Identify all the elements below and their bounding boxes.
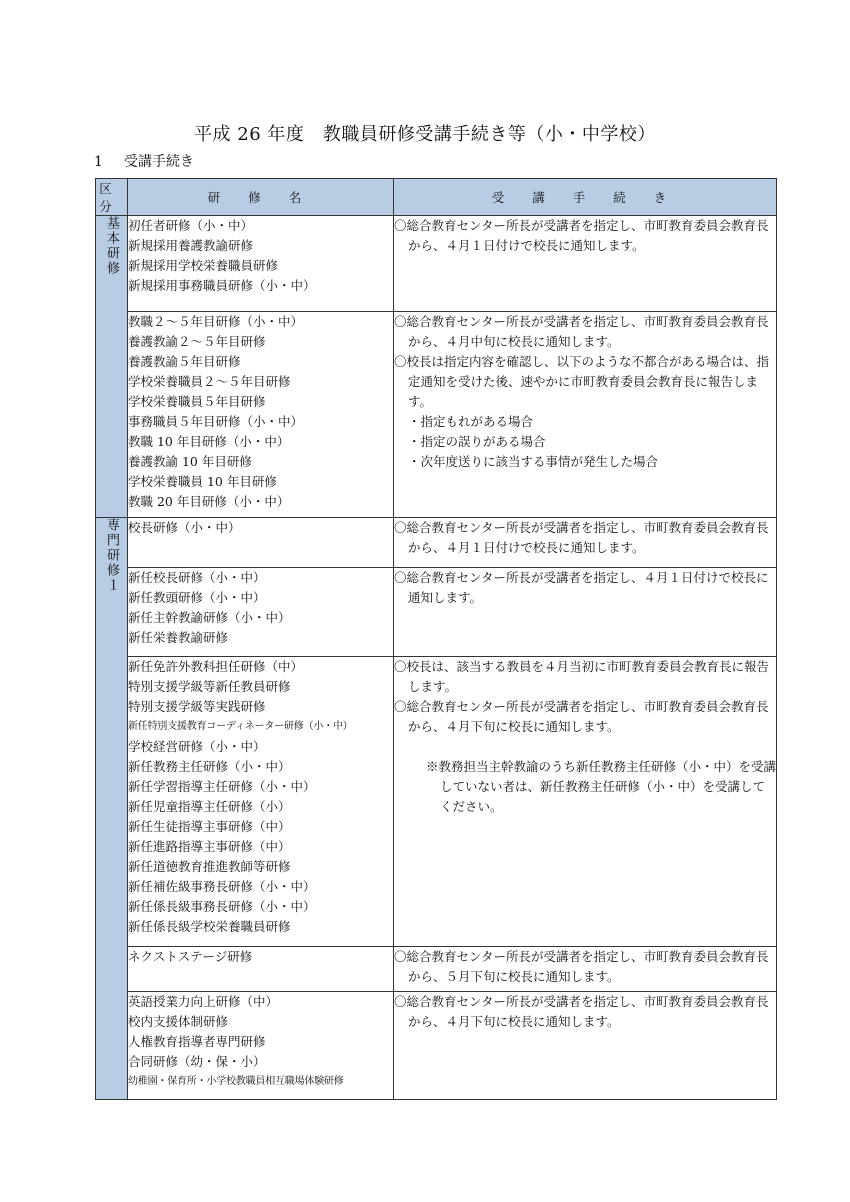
table-row [96,216,777,312]
header-procedure: 受 講 手 続 き [394,179,777,216]
procedure-item: 〇総合教育センター所長が受講者を指定し、市町教育委員会教育長から、４月中旬に校長に通知します。 [394,314,769,349]
course-name: 養護教諭２～５年目研修 [128,334,266,349]
course-name: 新任進路指導主事研修（中） [128,839,291,854]
header-kubun: 区分 [96,179,128,216]
procedure-bullet: ・指定もれがある場合 [408,414,534,429]
procedure-text [394,518,777,568]
course-name: 新任係長級事務長研修（小・中） [128,899,316,914]
course-name: 事務職員５年目研修（小・中） [128,414,304,429]
procedure-item: 〇校長は、該当する教員を４月当初に市町教育委員会教育長に報告します。 [394,659,770,694]
course-name: 養護教諭５年目研修 [128,354,241,369]
procedure-bullet: ・次年度送りに該当する事情が発生した場合 [408,454,659,469]
course-names [128,568,394,657]
course-name: 新任生徒指導主事研修（中） [128,819,291,834]
course-name: 学校栄養職員 10 年目研修 [128,474,277,489]
table-row [96,992,777,1100]
course-name: 新規採用学校栄養職員研修 [128,258,279,273]
course-name: 教職 10 年目研修（小・中） [128,434,290,449]
course-name: 新任免許外教科担任研修（中） [128,659,304,674]
course-name: 幼稚園・保育所・小学校教職員相互職場体験研修 [128,1076,344,1087]
procedure-text [394,216,777,312]
category-basic [96,216,128,518]
course-name: 養護教諭 10 年目研修 [128,454,252,469]
section-label: 受講手続き [124,154,194,170]
table-row [96,312,777,518]
course-name: ネクストステージ研修 [128,949,253,964]
course-name: 学校経営研修（小・中） [128,739,266,754]
course-name: 学校栄養職員２～５年目研修 [128,374,291,389]
procedure-note: ※教務担当主幹教諭のうち新任教務主任研修（小・中）を受講していない者は、新任教務主任研修（小・中）を受講してください。 [426,759,777,814]
course-name: 人権教育指導者専門研修 [128,1034,266,1049]
course-names [128,518,394,568]
procedure-text [394,947,777,992]
course-name: 合同研修（幼・保・小） [128,1054,266,1069]
course-name: 校内支援体制研修 [128,1014,229,1029]
course-name: 教職 20 年目研修（小・中） [128,494,290,509]
course-name: 新規採用事務職員研修（小・中） [128,278,316,293]
procedure-text [394,568,777,657]
procedure-item: 〇総合教育センター所長が受講者を指定し、市町教育委員会教育長から、５月下旬に校長に通知します。 [394,949,769,984]
procedure-item: 〇総合教育センター所長が受講者を指定し、市町教育委員会教育長から、４月下旬に校長に通知します。 [394,699,769,734]
course-name: 新任教頭研修（小・中） [128,590,266,605]
section-number: 1 [94,154,103,170]
category-label: 専門研修１ [104,518,119,593]
procedure-text [394,312,777,518]
page-title: 平成 26 年度 教職員研修受講手続き等（小・中学校） [194,124,656,145]
category-special [96,518,128,1100]
course-names [128,657,394,947]
course-name: 新任係長級学校栄養職員研修 [128,919,291,934]
course-names [128,947,394,992]
table-row [96,657,777,947]
training-procedure-table [95,178,777,1100]
section-heading [94,151,194,171]
course-name: 新任特別支援教育コーディネーター研修（小・中） [128,721,353,732]
procedure-item: 〇総合教育センター所長が受講者を指定し、市町教育委員会教育長から、４月下旬に校長に通知します。 [394,994,769,1029]
course-name: 新任栄養教諭研修 [128,630,229,645]
procedure-item: 〇総合教育センター所長が受講者を指定し、４月１日付けで校長に通知します。 [394,570,769,605]
course-name: 校長研修（小・中） [128,520,241,535]
header-name: 研 修 名 [128,179,394,216]
course-name: 新任校長研修（小・中） [128,570,266,585]
table-row [96,947,777,992]
procedure-item: 〇総合教育センター所長が受講者を指定し、市町教育委員会教育長から、４月１日付けで校長に通知します。 [394,520,769,555]
procedure-item: 〇総合教育センター所長が受講者を指定し、市町教育委員会教育長から、４月１日付けで校長に通知します。 [394,218,769,253]
course-name: 新任教務主任研修（小・中） [128,759,291,774]
course-name: 初任者研修（小・中） [128,218,254,233]
procedure-text [394,992,777,1100]
course-names [128,312,394,518]
course-name: 新任学習指導主任研修（小・中） [128,779,316,794]
course-name: 教職２～５年目研修（小・中） [128,314,304,329]
course-name: 新任主幹教諭研修（小・中） [128,610,291,625]
table-header-row [96,179,777,216]
course-name: 新任補佐級事務長研修（小・中） [128,879,316,894]
course-names [128,992,394,1100]
course-name: 学校栄養職員５年目研修 [128,394,266,409]
course-name: 新任児童指導主任研修（小） [128,799,291,814]
procedure-text [394,657,777,947]
table-row [96,568,777,657]
course-name: 新任道徳教育推進教師等研修 [128,859,291,874]
course-name: 特別支援学級等新任教員研修 [128,679,291,694]
course-name: 英語授業力向上研修（中） [128,994,279,1009]
course-name: 新規採用養護教諭研修 [128,238,254,253]
category-label: 基本研修 [104,216,119,276]
course-name: 特別支援学級等実践研修 [128,699,266,714]
procedure-bullet: ・指定の誤りがある場合 [408,434,546,449]
procedure-item: 〇校長は指定内容を確認し、以下のような不都合がある場合は、指定通知を受けた後、速やかに市町教育委員会教育長に報告します。 [394,354,770,409]
table-row [96,518,777,568]
course-names [128,216,394,312]
